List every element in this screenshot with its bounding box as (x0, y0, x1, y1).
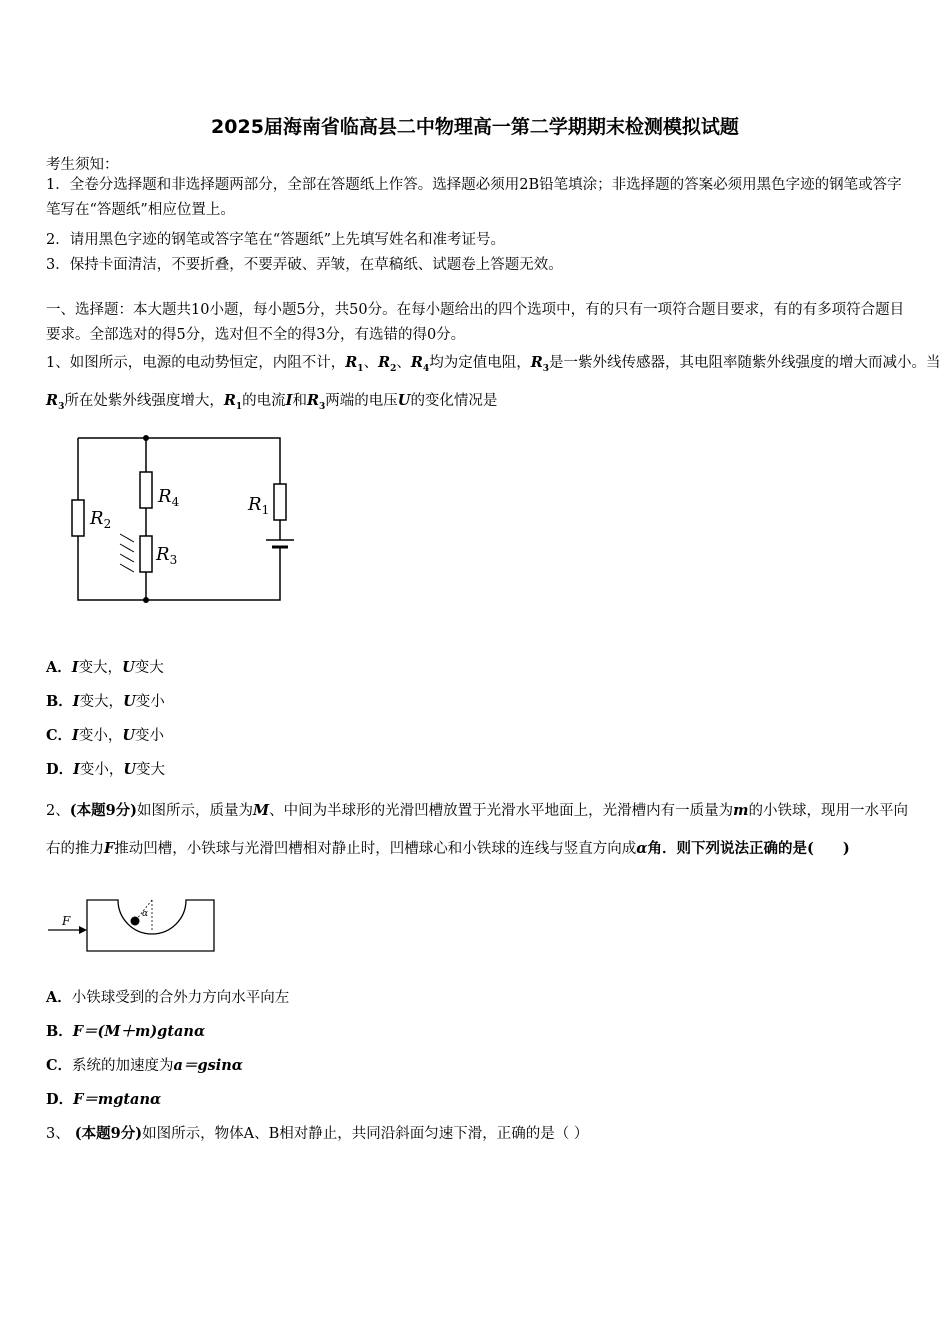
resistor-r2 (72, 500, 84, 536)
q1-stem-line1: 1、如图所示，电源的电动势恒定，内阻不计，$R_1$、$R_2$、$R_4$均为定值电阻，$R_3$是一紫外线传感器，其电阻率随紫外线强度的增大而减小。当 (46, 354, 941, 374)
notice-item-3: 3．保持卡面清洁，不要折叠，不要弄破、弄皱，在草稿纸、试题卷上答题无效。 (46, 257, 563, 273)
q2-groove-diagram (46, 896, 221, 956)
q1-option-c: C．I变小，U变小 (46, 727, 164, 744)
groove-block (87, 900, 214, 951)
q1-circuit-diagram (60, 428, 300, 608)
notice-item-1: 1．全卷分选择题和非选择题两部分，全部在答题纸上作答。选择题必须用2B铅笔填涂；非选择题的答案必须用黑色字迹的钢笔或答字笔写在“答题纸”相应位置上。 (46, 177, 902, 218)
resistor-r4 (140, 472, 152, 508)
q2-number: 2、 (46, 803, 70, 819)
label-r3: $R_3$ (156, 544, 178, 567)
uv-light-arrows-icon (120, 534, 134, 572)
section-heading: 一、选择题：本大题共10小题，每小题5分，共50分。在每小题给出的四个选项中，有的只有一项符合题目要求，有的有多项符合题目要求。全部选对的得5分，选对但不全的得3分，有选错的得0分。 (46, 302, 905, 343)
q2-stem: 2、(本题9分)如图所示，质量为M、中间为半球形的光滑凹槽放置于光滑水平地面上，光滑槽内有一质量为m的小铁球，现用一水平向右的推力F推动凹槽，小铁球与光滑凹槽相对静止时，凹槽球心和小铁球的连线与竖直方向成α角．则下列说法正确的是( ) (46, 802, 908, 857)
circuit-node-top (143, 435, 149, 441)
label-r4: $R_4$ (158, 486, 180, 509)
q3-stem: 3、 (本题9分)如图所示，物体A、B相对静止，共同沿斜面匀速下滑，正确的是（ ） (46, 1125, 589, 1142)
iron-ball (131, 917, 140, 926)
label-r1: $R_1$ (248, 494, 270, 517)
label-force: F (62, 914, 71, 928)
label-angle: α (142, 909, 149, 919)
exam-title: 2025届海南省临高县二中物理高一第二学期期末检测模拟试题 (211, 116, 739, 138)
q1-number: 1、 (46, 355, 70, 371)
resistor-r3 (140, 536, 152, 572)
q1-option-d: D．I变小，U变大 (46, 761, 166, 778)
notice-item-2: 2．请用黑色字迹的钢笔或答字笔在“答题纸”上先填写姓名和准考证号。 (46, 232, 506, 248)
label-r2: $R_2$ (90, 508, 112, 531)
resistor-r1 (274, 484, 286, 520)
q2-option-a: A．小铁球受到的合外力方向水平向左 (46, 989, 290, 1006)
q2-option-b: B．F＝(M＋m)gtanα (46, 1023, 206, 1040)
q1-option-b: B．I变大，U变小 (46, 693, 165, 710)
q1-stem-line2: $R_3$所在处紫外线强度增大，$R_1$的电流I和$R_3$两端的电压U的变化情况是 (46, 392, 498, 412)
q3-number: 3、 (46, 1126, 70, 1142)
force-arrow-head-icon (79, 926, 87, 934)
notice-heading: 考生须知： (46, 157, 119, 173)
q2-option-c: C．系统的加速度为a＝gsinα (46, 1057, 243, 1074)
q1-option-a: A．I变大，U变大 (46, 659, 164, 676)
circuit-node-bottom (143, 597, 149, 603)
q2-option-d: D．F＝mgtanα (46, 1091, 162, 1108)
